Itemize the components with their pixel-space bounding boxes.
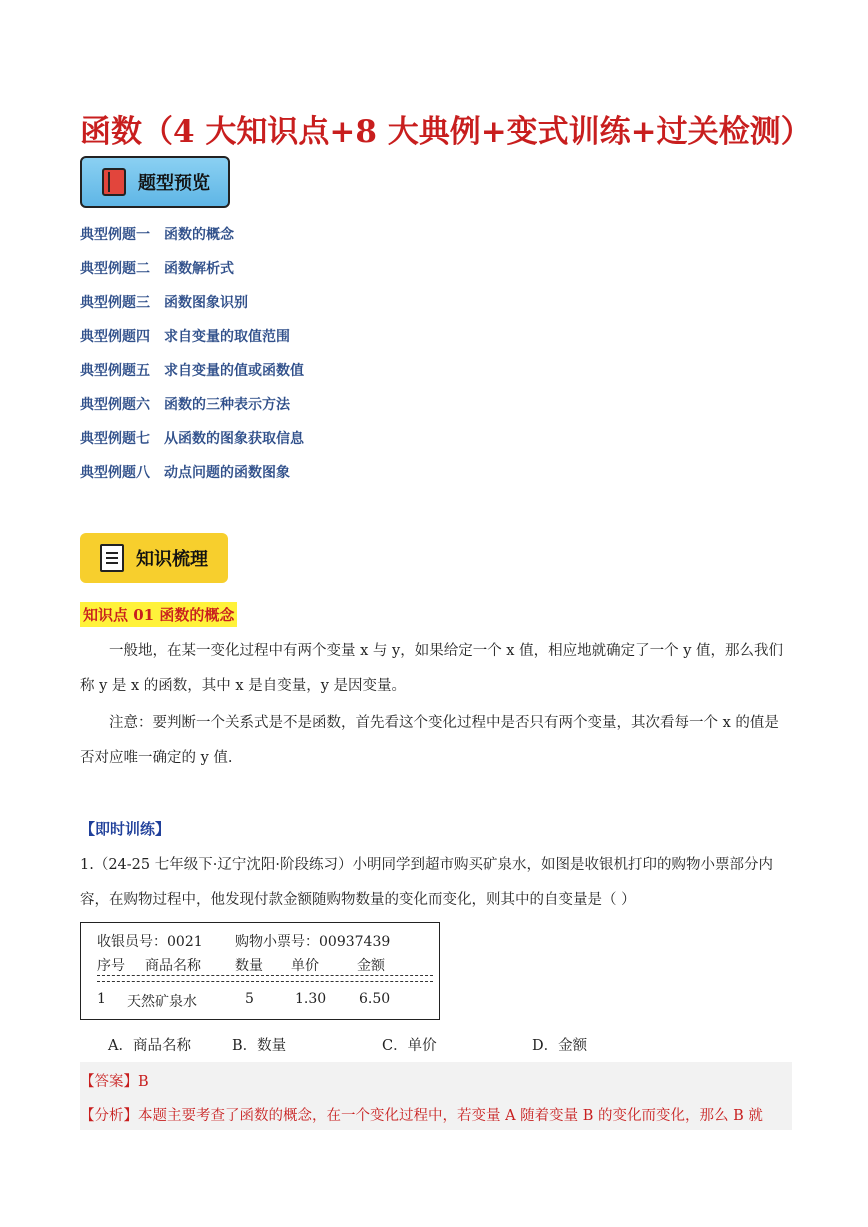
toc-item[interactable]: 典型例题三 函数图象识别 [80,295,248,311]
toc-item[interactable]: 典型例题四 求自变量的取值范围 [80,329,290,345]
toc-item[interactable]: 典型例题二 函数解析式 [80,261,234,277]
page-title: 函数（4 大知识点+8 大典例+变式训练+过关检测） [80,114,812,150]
badge-label: 知识梳理 [136,549,208,570]
receipt-header: 单价 [291,958,319,974]
training-label: 【即时训练】 [80,820,171,838]
toc-item[interactable]: 典型例题七 从函数的图象获取信息 [80,431,304,447]
receipt-header: 序号 [97,958,125,974]
note-paragraph: 注意：要判断一个关系式是不是函数，首先看这个变化过程中是否只有两个变量，其次看每一个 x 的值是否对应唯一确定的 y 值. [80,715,779,766]
knowledge-point-heading: 知识点 01 函数的概念 [80,602,237,627]
receipt-header: 金额 [357,958,385,974]
receipt-cell: 5 [245,991,254,1007]
option-c[interactable]: C．单价 [382,1038,437,1054]
receipt-cell: 1.30 [295,991,327,1007]
answer-section [80,1062,792,1130]
option-b[interactable]: B．数量 [232,1038,287,1054]
badge-label: 题型预览 [138,173,210,194]
analysis-line: 【分析】本题主要考查了函数的概念，在一个变化过程中，若变量 A 随着变量 B 的变化而变化，那么 B 就 [80,1108,763,1124]
receipt-divider [97,981,433,982]
receipt-header: 数量 [235,958,263,974]
receipt-ticket: 购物小票号：00937439 [235,934,391,950]
receipt-cell: 天然矿泉水 [127,994,197,1010]
receipt-cashier: 收银员号：0021 [97,934,203,950]
answer-line: 【答案】B [80,1074,149,1090]
section-badge-preview [80,156,230,208]
toc-item[interactable]: 典型例题八 动点问题的函数图象 [80,465,290,481]
answer-options [108,1034,788,1058]
question-text: 1.（24-25 七年级下·辽宁沈阳·阶段练习）小明同学到超市购买矿泉水，如图是收银机打印的购物小票部分内容，在购物过程中，他发现付款金额随购物数量的变化而变化，则其中的自变量是（ ） [80,857,773,908]
section-badge-knowledge [80,533,228,583]
toc-list [80,224,304,496]
book-icon [102,168,126,196]
clipboard-icon [100,544,124,572]
receipt-figure [80,922,440,1020]
option-a[interactable]: A．商品名称 [108,1038,191,1054]
toc-item[interactable]: 典型例题六 函数的三种表示方法 [80,397,290,413]
definition-paragraph: 一般地，在某一变化过程中有两个变量 x 与 y，如果给定一个 x 值，相应地就确定了一个 y 值，那么我们称 y 是 x 的函数，其中 x 是自变量，y 是因变量。 [80,643,783,694]
toc-item[interactable]: 典型例题一 函数的概念 [80,227,234,243]
receipt-cell: 1 [97,991,106,1007]
receipt-header: 商品名称 [145,958,201,974]
receipt-divider [97,975,433,976]
option-d[interactable]: D．金额 [532,1038,588,1054]
receipt-cell: 6.50 [359,991,391,1007]
toc-item[interactable]: 典型例题五 求自变量的值或函数值 [80,363,304,379]
